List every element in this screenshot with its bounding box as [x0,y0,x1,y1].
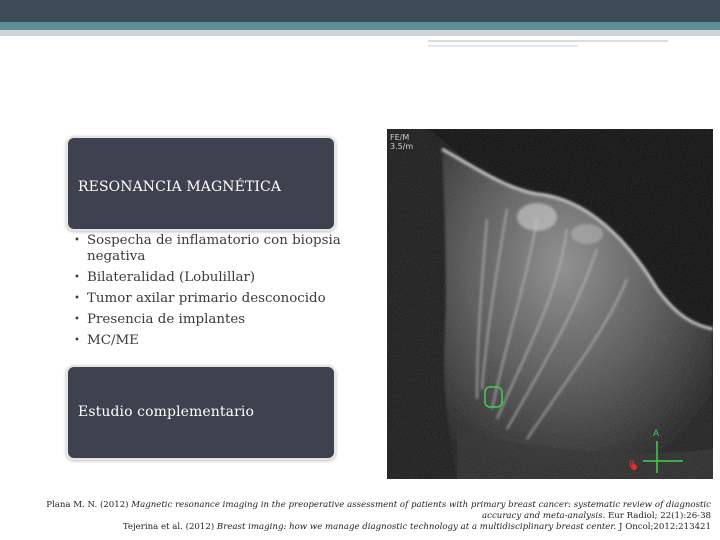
top-accent-bar [0,22,720,30]
mri-scan-graphic [387,129,713,479]
indication-list [72,233,342,368]
list-item: • MC/ME [74,333,139,348]
complementary-study-box [66,365,336,460]
list-item: • Sospecha de inflamatorio con biopsia negativa [74,233,341,264]
reference-2: Tejerina et al. (2012) Breast imaging: how we manage diagnostic technology at a multidisciplinary breast center. J Oncol;2012:213421 [122,522,711,532]
bullet-icon: • [74,293,80,304]
bullet-icon: • [74,335,80,346]
mri-heading: RESONANCIA MAGNÉTICA [78,179,282,195]
decorative-line [428,40,668,42]
list-item: • Bilateralidad (Lobulillar) [74,270,256,285]
mri-heading-box [66,136,336,231]
bullet-icon: • [74,272,80,283]
bullet-icon: • [74,314,80,325]
orientation-label-a: A [653,429,660,439]
decorative-line [428,45,578,47]
mri-overlay-text: 3.5/m [390,142,414,151]
bullet-icon: • [74,235,80,246]
top-gray-bar [0,30,720,36]
list-item: • Presencia de implantes [74,312,246,327]
references [11,500,711,533]
list-item: • Tumor axilar primario desconocido [74,291,326,306]
orientation-label-r: R [629,460,636,470]
breast-mri-image [387,129,713,479]
complementary-study-label: Estudio complementario [78,404,254,420]
mri-overlay-text: FE/M [390,133,410,142]
top-bar [0,0,720,22]
reference-1: Plana M. N. (2012) Magnetic resonance imaging in the preoperative assessment of patients with primary breast cancer: systematic review of diagnostic accuracy and meta-analysis. Eur Radiol; 22(1):26-38 [46,500,711,521]
